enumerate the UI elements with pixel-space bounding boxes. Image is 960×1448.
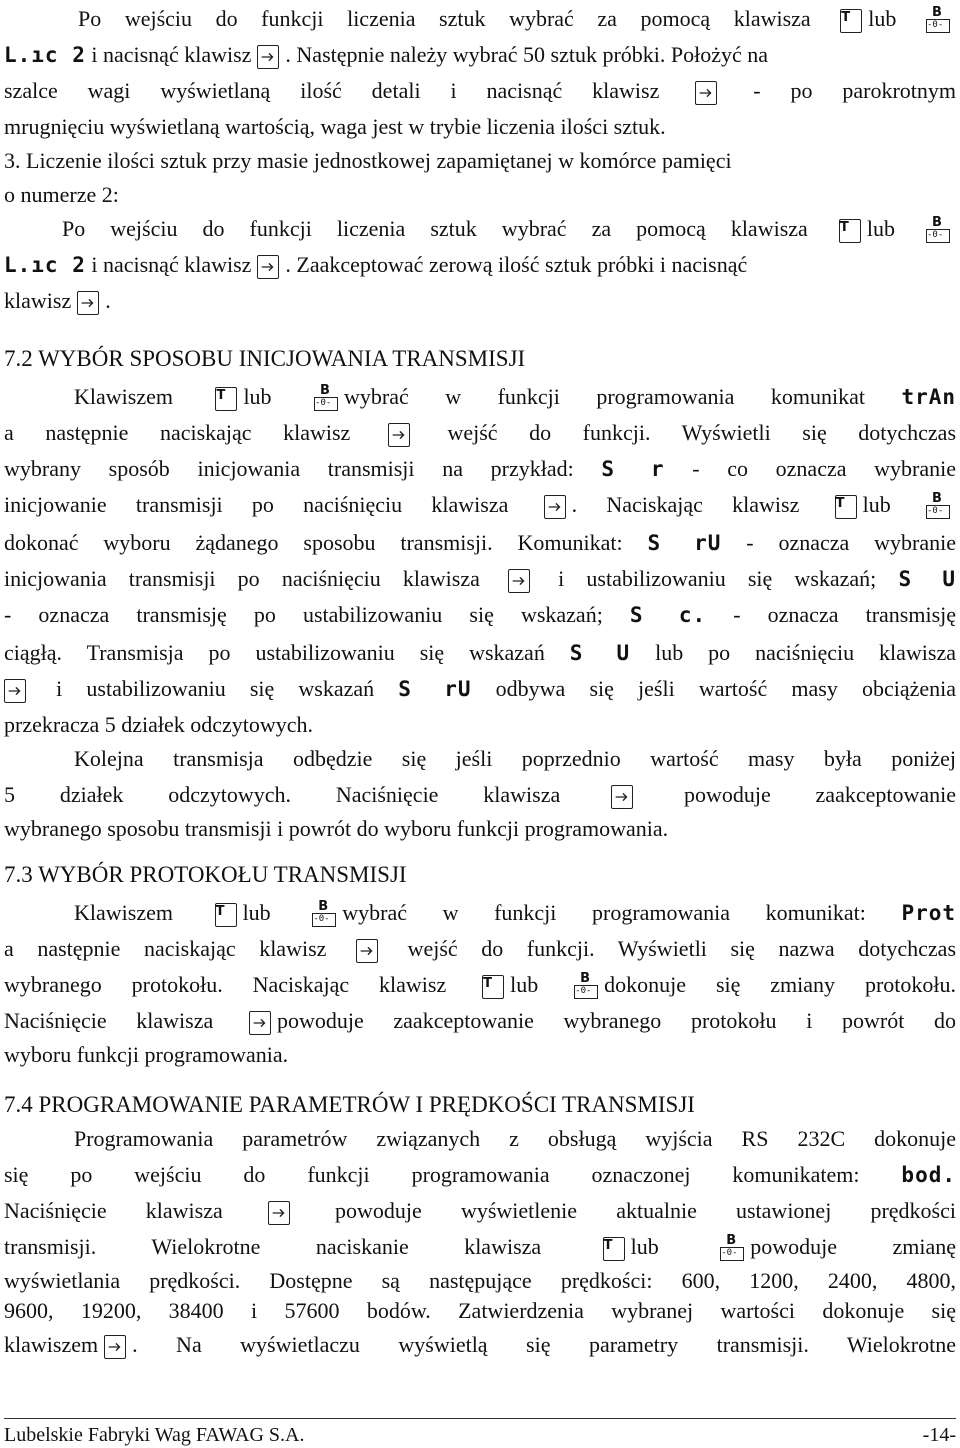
text: i ustabilizowaniu się wskazań; <box>558 566 877 591</box>
display-message: L.ıc 2 <box>4 253 86 277</box>
text: wybrać w funkcji programowania komunikat: <box>342 900 866 925</box>
text: . Na wyświetlaczu wyświetlą się parametry transmisji. Wielokrotne <box>132 1332 956 1357</box>
text: . Zaakceptować zerową ilość sztuk próbki i nacisnąć <box>285 252 748 277</box>
tare-key-icon: T <box>215 903 237 927</box>
text-line: o numerze 2: <box>4 182 119 207</box>
text: lub <box>630 1234 659 1259</box>
text: a następnie naciskając klawisz <box>4 420 351 445</box>
display-message: S U <box>569 641 631 665</box>
text-line <box>4 602 956 630</box>
text: . Następnie należy wybrać 50 sztuk próbki. Położyć na <box>285 42 769 67</box>
text-line <box>4 530 956 558</box>
tare-key-icon: T <box>603 1237 625 1261</box>
text: szalce wagi wyświetlaną ilość detali i nacisnąć klawisz <box>4 78 660 103</box>
enter-key-icon <box>356 939 378 963</box>
text-line: Programowania parametrów związanych z obsługą wyjścia RS 232C dokonuje <box>74 1126 956 1151</box>
tare-key-icon: T <box>215 387 237 411</box>
section-heading: 7.4 PROGRAMOWANIE PARAMETRÓW I PRĘDKOŚCI TRANSMISJI <box>4 1092 695 1117</box>
text-line <box>4 216 956 244</box>
display-message: S rU <box>647 531 722 555</box>
enter-key-icon <box>695 81 717 105</box>
text-line: mrugnięciu wyświetlaną wartością, waga jest w trybie liczenia ilości sztuk. <box>4 114 666 139</box>
text-line <box>4 384 956 412</box>
display-message: S r <box>601 457 665 481</box>
text-line <box>4 1332 956 1360</box>
enter-key-icon <box>544 495 566 519</box>
b-zero-key-icon: B -0- <box>574 974 598 1000</box>
text: lub <box>243 384 272 409</box>
text: klawisz <box>4 288 72 313</box>
text: Po wejściu do funkcji liczenia sztuk wybrać za pomocą klawisza <box>62 216 808 241</box>
b-zero-key-icon: B -0- <box>926 218 950 244</box>
section-heading: 7.3 WYBÓR PROTOKOŁU TRANSMISJI <box>4 862 407 887</box>
text: dokonuje się zmiany protokołu. <box>604 972 956 997</box>
text-line: przekracza 5 działek odczytowych. <box>4 712 314 737</box>
enter-key-icon <box>388 423 410 447</box>
enter-key-icon <box>611 785 633 809</box>
text-line <box>4 972 956 1000</box>
text: wejść do funkcji. Wyświetli się nazwa dotychczas <box>407 936 956 961</box>
text: . <box>105 288 111 313</box>
text: lub <box>868 6 897 31</box>
text-line: Kolejna transmisja odbędzie się jeśli poprzednio wartość masy była poniżej <box>74 746 956 771</box>
b-zero-key-icon: B -0- <box>926 494 950 520</box>
text: powoduje zaakceptowanie wybranego protokołu i powrót do <box>276 1008 957 1033</box>
text-line <box>4 252 956 280</box>
enter-key-icon <box>249 1011 271 1035</box>
b-zero-key-icon: B -0- <box>720 1236 744 1262</box>
footer-company: Lubelskie Fabryki Wag FAWAG S.A. <box>4 1424 305 1446</box>
text: a następnie naciskając klawisz <box>4 936 327 961</box>
text: - co oznacza wybranie <box>692 456 957 481</box>
tare-key-icon: T <box>839 219 861 243</box>
text-line <box>4 78 956 106</box>
display-message: Prot <box>901 901 957 925</box>
text-line <box>4 936 956 964</box>
text: inicjowanie transmisji po naciśnięciu klawisza <box>4 492 509 517</box>
display-message: bod. <box>901 1163 956 1187</box>
text-line <box>4 640 956 668</box>
text-line <box>4 456 956 484</box>
text: inicjowania transmisji po naciśnięciu klawisza <box>4 566 480 591</box>
enter-key-icon <box>268 1201 290 1225</box>
text: lub <box>510 972 539 997</box>
text: Naciśnięcie klawisza <box>4 1198 223 1223</box>
text: wejść do funkcji. Wyświetli się dotychczas <box>447 420 957 445</box>
text-line <box>4 1198 956 1226</box>
text: - oznacza wybranie <box>746 530 956 555</box>
text: powoduje zaakceptowanie <box>683 782 957 807</box>
footer-page-number: -14- <box>922 1424 956 1446</box>
enter-key-icon <box>257 255 279 279</box>
enter-key-icon <box>77 291 99 315</box>
b-zero-key-icon: B -0- <box>926 8 950 34</box>
text: dokonać wyboru żądanego sposobu transmisji. Komunikat: <box>4 530 623 555</box>
text: wybrać w funkcji programowania komunikat <box>344 384 865 409</box>
text: ciągłą. Transmisja po ustabilizowaniu się wskazań <box>4 640 545 665</box>
text-line <box>4 42 956 70</box>
text-line: 3. Liczenie ilości sztuk przy masie jednostkowej zapamiętanej w komórce pamięci <box>4 148 732 173</box>
text: wybrany sposób inicjowania transmisji na przykład: <box>4 456 574 481</box>
tare-key-icon: T <box>840 9 862 33</box>
enter-key-icon <box>4 679 26 703</box>
text: powoduje zmianę <box>750 1234 956 1259</box>
text: odbywa się jeśli wartość masy obciążenia <box>495 676 956 701</box>
text: - po parokrotnym <box>753 78 957 103</box>
enter-key-icon <box>104 1335 126 1359</box>
text: Klawiszem <box>74 900 173 925</box>
text: powoduje wyświetlenie aktualnie ustawionej prędkości <box>335 1198 956 1223</box>
text: lub <box>242 900 271 925</box>
text-line <box>4 1162 956 1190</box>
text-line: wyboru funkcji programowania. <box>4 1042 289 1067</box>
text: . Naciskając klawisz <box>571 492 800 517</box>
text: się po wejściu do funkcji programowania oznaczonej komunikatem: <box>4 1162 860 1187</box>
text: Klawiszem <box>74 384 173 409</box>
text: lub <box>866 216 895 241</box>
text-line: wybranego sposobu transmisji i powrót do wyboru funkcji programowania. <box>4 816 669 841</box>
text-line <box>4 6 956 34</box>
enter-key-icon <box>508 569 530 593</box>
text: Naciśnięcie klawisza <box>4 1008 214 1033</box>
text-line <box>4 676 956 704</box>
text: - oznacza transmisję po ustabilizowaniu się wskazań; <box>4 602 603 627</box>
text-line <box>4 420 956 448</box>
b-zero-key-icon: B -0- <box>312 902 336 928</box>
tare-key-icon: T <box>482 975 504 999</box>
text-line <box>4 288 956 316</box>
text: i nacisnąć klawisz <box>91 252 252 277</box>
footer-rule <box>4 1418 956 1419</box>
section-heading: 7.2 WYBÓR SPOSOBU INICJOWANIA TRANSMISJI <box>4 346 526 371</box>
display-message: S c. <box>629 603 707 627</box>
b-zero-key-icon: B -0- <box>314 386 338 412</box>
text: - oznacza transmisję <box>733 602 957 627</box>
enter-key-icon <box>257 45 279 69</box>
tare-key-icon: T <box>835 495 857 519</box>
text: i ustabilizowaniu się wskazań <box>56 676 375 701</box>
text-line: wyświetlania prędkości. Dostępne są następujące prędkości: 600, 1200, 2400, 4800, <box>4 1268 956 1293</box>
text: klawiszem <box>4 1332 99 1357</box>
text: 5 działek odczytowych. Naciśnięcie klawisza <box>4 782 561 807</box>
text-line <box>4 566 956 594</box>
text: lub po naciśnięciu klawisza <box>655 640 957 665</box>
text-line <box>4 900 956 928</box>
text: wybranego protokołu. Naciskając klawisz <box>4 972 447 997</box>
text: transmisji. Wielokrotne naciskanie klawisza <box>4 1234 542 1259</box>
text: i nacisnąć klawisz <box>91 42 252 67</box>
text: Po wejściu do funkcji liczenia sztuk wybrać za pomocą klawisza <box>78 6 811 31</box>
text-line <box>4 1234 956 1262</box>
text-line: 9600, 19200, 38400 i 57600 bodów. Zatwierdzenia wybranej wartości dokonuje się <box>4 1298 956 1323</box>
display-message: trAn <box>901 385 957 409</box>
display-message: S rU <box>398 677 472 701</box>
text-line <box>4 492 956 520</box>
page-footer <box>4 1418 956 1444</box>
display-message: L.ıc 2 <box>4 43 86 67</box>
text-line <box>4 1008 956 1036</box>
display-message: S U <box>898 567 957 591</box>
text: lub <box>862 492 891 517</box>
text-line <box>4 782 956 810</box>
